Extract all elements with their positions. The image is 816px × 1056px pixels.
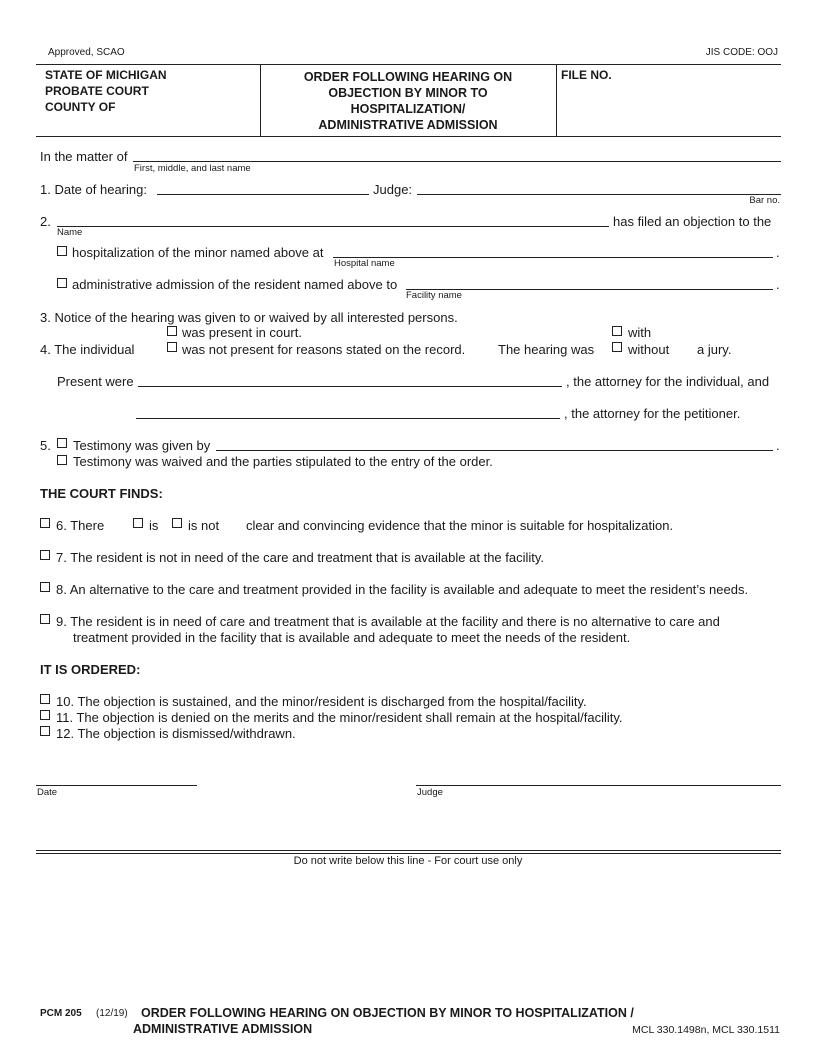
testimony-given-checkbox[interactable] <box>57 438 67 448</box>
hospitalization-label: hospitalization of the minor named above at <box>72 245 324 260</box>
matter-name-field[interactable] <box>133 161 781 162</box>
form-revision: (12/19) <box>96 1008 128 1019</box>
item11-checkbox[interactable] <box>40 710 50 720</box>
date-signature-label: Date <box>37 787 58 798</box>
with-jury-checkbox[interactable] <box>612 326 622 336</box>
date-signature-field[interactable] <box>36 785 197 786</box>
present-checkbox[interactable] <box>167 326 177 336</box>
file-no-label: FILE NO. <box>561 68 612 82</box>
judge-signature-field[interactable] <box>416 785 781 786</box>
court-line-county: COUNTY OF <box>45 100 116 114</box>
header-divider-left <box>260 64 261 136</box>
judge-signature-label: Judge <box>417 787 443 798</box>
testimony-given-label: Testimony was given by <box>73 438 211 453</box>
item5-number: 5. <box>40 438 51 453</box>
hospital-name-label: Hospital name <box>334 258 395 269</box>
item6-checkbox[interactable] <box>40 518 50 528</box>
item6-is-checkbox[interactable] <box>133 518 143 528</box>
item9-checkbox[interactable] <box>40 614 50 624</box>
facility-period: . <box>776 277 780 292</box>
bar-no-label: Bar no. <box>749 195 780 206</box>
matter-sublabel: First, middle, and last name <box>134 163 251 174</box>
facility-name-label: Facility name <box>406 290 462 301</box>
court-line-probate: PROBATE COURT <box>45 84 149 98</box>
approved-label: Approved, SCAO <box>48 47 125 58</box>
admission-checkbox[interactable] <box>57 278 67 288</box>
mcl-reference: MCL 330.1498n, MCL 330.1511 <box>632 1024 780 1036</box>
objector-name-field[interactable] <box>57 226 609 227</box>
jis-code: JIS CODE: OOJ <box>705 47 778 58</box>
hospital-period: . <box>776 245 780 260</box>
attorney-individual-label: , the attorney for the individual, and <box>566 374 770 389</box>
item6-isnot-label: is not <box>188 518 220 533</box>
court-name <box>45 67 167 115</box>
not-present-checkbox[interactable] <box>167 342 177 352</box>
item11-text: 11. The objection is denied on the merits and the minor/resident shall remain at the hospital/facility. <box>56 710 623 725</box>
without-jury-checkbox[interactable] <box>612 342 622 352</box>
objector-name-label: Name <box>57 227 83 238</box>
form-title <box>262 69 554 133</box>
header-divider-right <box>556 64 557 136</box>
attorney-petitioner-field[interactable] <box>136 418 560 419</box>
court-use-notice: Do not write below this line - For court use only <box>293 855 523 867</box>
hearing-date-field[interactable] <box>157 194 369 195</box>
hospitalization-checkbox[interactable] <box>57 246 67 256</box>
item7-checkbox[interactable] <box>40 550 50 560</box>
attorney-individual-field[interactable] <box>138 386 562 387</box>
court-finds-heading: THE COURT FINDS: <box>40 486 163 501</box>
testimony-waived-label: Testimony was waived and the parties stipulated to the entry of the order. <box>73 454 493 469</box>
file-no-field[interactable] <box>562 88 776 132</box>
judge-field[interactable] <box>417 194 781 195</box>
admission-label: administrative admission of the resident named above to <box>72 277 398 292</box>
item10-text: 10. The objection is sustained, and the minor/resident is discharged from the hospital/facility. <box>56 694 587 709</box>
hearing-was-label: The hearing was <box>498 342 595 357</box>
present-were-label: Present were <box>57 374 134 389</box>
item6-label: 6. There <box>56 518 105 533</box>
item6-is-label: is <box>149 518 159 533</box>
jury-label: a jury. <box>697 342 732 357</box>
item3-notice: 3. Notice of the hearing was given to or waived by all interested persons. <box>40 310 458 325</box>
testimony-given-field[interactable] <box>216 450 773 451</box>
attorney-petitioner-label: , the attorney for the petitioner. <box>564 406 741 421</box>
item9-text-line1: 9. The resident is in need of care and treatment that is available at the facility and there is no alternative to care and <box>56 614 720 629</box>
title-line-1: ORDER FOLLOWING HEARING ON <box>303 70 513 84</box>
hospital-name-field[interactable] <box>333 257 773 258</box>
court-line-state: STATE OF MICHIGAN <box>45 68 167 82</box>
court-use-rule-top <box>36 850 781 851</box>
individual-label: 4. The individual <box>40 342 135 357</box>
judge-label: Judge: <box>373 182 413 197</box>
item2-suffix: has filed an objection to the <box>613 214 772 229</box>
testimony-period: . <box>776 438 780 453</box>
form-id: PCM 205 <box>40 1008 82 1019</box>
item10-checkbox[interactable] <box>40 694 50 704</box>
without-jury-label: without <box>628 342 670 357</box>
footer-title-line2: ADMINISTRATIVE ADMISSION <box>133 1022 313 1036</box>
with-jury-label: with <box>628 325 652 340</box>
testimony-waived-checkbox[interactable] <box>57 455 67 465</box>
matter-label: In the matter of <box>40 149 128 164</box>
item12-checkbox[interactable] <box>40 726 50 736</box>
title-line-2: OBJECTION BY MINOR TO <box>328 86 488 100</box>
court-use-rule-bottom <box>36 853 781 854</box>
item6-text: clear and convincing evidence that the minor is suitable for hospitalization. <box>246 518 674 533</box>
not-present-label: was not present for reasons stated on the record. <box>182 342 466 357</box>
header-bottom-rule <box>36 136 781 137</box>
item8-text: 8. An alternative to the care and treatment provided in the facility is available and adequate to meet the resident’s needs. <box>56 582 749 597</box>
hearing-date-label: 1. Date of hearing: <box>40 182 147 197</box>
ordered-heading: IT IS ORDERED: <box>40 662 141 677</box>
item7-text: 7. The resident is not in need of the care and treatment that is available at the facility. <box>56 550 545 565</box>
item2-number: 2. <box>40 214 51 229</box>
item12-text: 12. The objection is dismissed/withdrawn. <box>56 726 296 741</box>
header-top-rule <box>36 64 781 65</box>
title-line-3: HOSPITALIZATION/ <box>350 102 466 116</box>
item9-text-line2: treatment provided in the facility that is available and adequate to meet the needs of the resident. <box>73 630 631 645</box>
footer-title-line1: ORDER FOLLOWING HEARING ON OBJECTION BY MINOR TO HOSPITALIZATION / <box>141 1006 634 1020</box>
item8-checkbox[interactable] <box>40 582 50 592</box>
title-line-4: ADMINISTRATIVE ADMISSION <box>318 118 498 132</box>
item6-isnot-checkbox[interactable] <box>172 518 182 528</box>
present-label: was present in court. <box>182 325 302 340</box>
